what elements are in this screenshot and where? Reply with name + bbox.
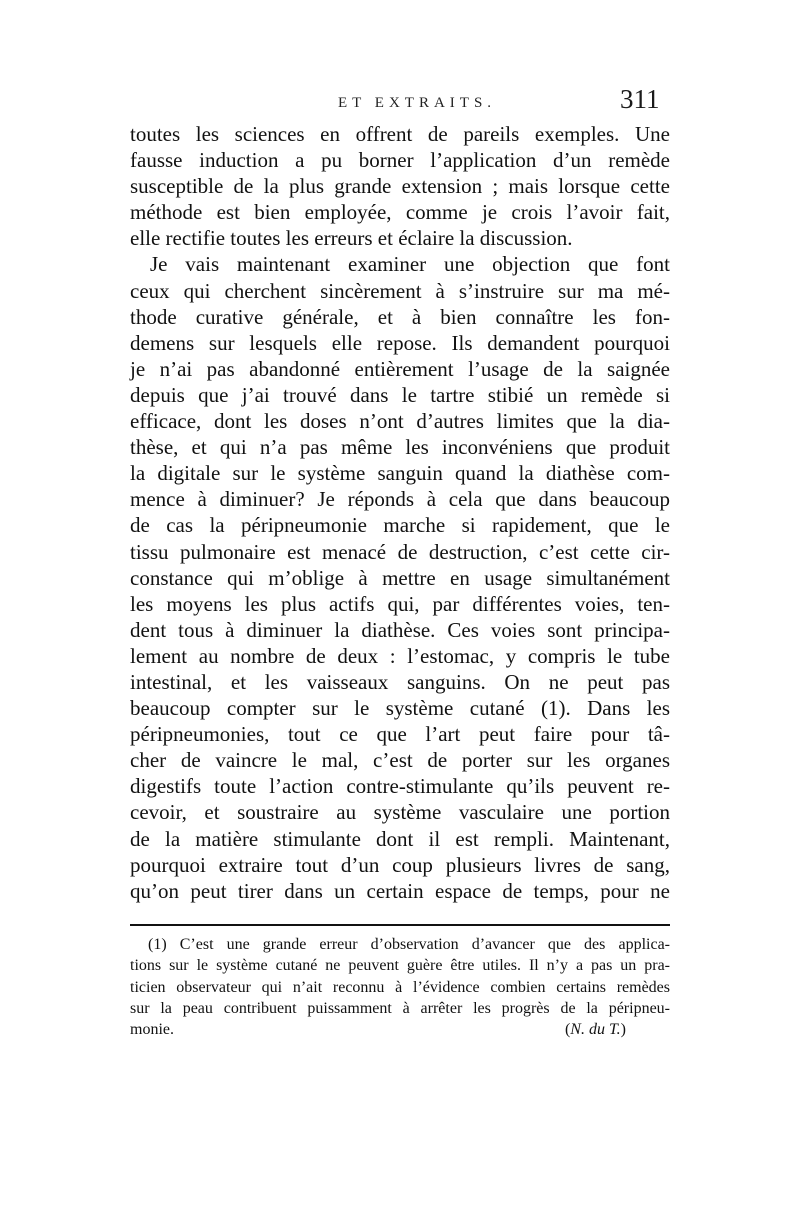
credit-open: ( — [564, 1021, 571, 1039]
text-line: thode curative générale, et à bien connaître les fon- — [130, 304, 670, 329]
text-line: les moyens les plus actifs qui, par différentes voies, ten- — [130, 591, 670, 616]
translator-credit — [565, 1019, 626, 1040]
credit-close: ) — [620, 1021, 626, 1039]
text-line: qu’on peut tirer dans un certain espace de temps, pour ne — [130, 878, 670, 903]
footnote-line: sur la peau contribuent puissamment à arrêter les progrès de la péripneu- — [130, 999, 670, 1017]
text-line: intestinal, et les vaisseaux sanguins. On ne peut pas — [130, 669, 670, 694]
footnote-line: (1) C’est une grande erreur d’observation d’avancer que des applica- — [148, 936, 670, 953]
footnote-rule — [130, 924, 670, 926]
text-line: elle rectifie toutes les erreurs et éclaire la discussion. — [130, 226, 573, 251]
text-line: ceux qui cherchent sincèrement à s’instruire sur ma mé- — [130, 278, 670, 303]
text-line: demens sur lesquels elle repose. Ils demandent pourquoi — [130, 330, 670, 355]
text-line: fausse induction a pu borner l’application d’un remède — [130, 148, 670, 173]
footnote-line: ticien observateur qui n’ait reconnu à l’évidence combien certains remèdes — [130, 978, 670, 996]
footnote-last-line — [130, 1019, 670, 1040]
text-line: digestifs toute l’action contre-stimulante qu’ils peuvent re- — [130, 774, 670, 799]
text-line: pourquoi extraire tout d’un coup plusieurs livres de sang, — [130, 852, 670, 877]
footnote-line: monie. — [130, 1021, 174, 1039]
text-line: thèse, et qui n’a pas même les inconvéniens que produit — [130, 435, 670, 460]
text-line: la digitale sur le système sanguin quand la diathèse com- — [130, 461, 670, 486]
page-number: 311 — [620, 84, 660, 114]
text-line: de cas la péripneumonie marche si rapidement, que le — [130, 513, 670, 538]
body-text — [130, 121, 670, 904]
running-head: ET EXTRAITS. — [338, 95, 497, 111]
paragraph-start-line: Je vais maintenant examiner une objection que font — [150, 252, 670, 277]
footnote-line: tions sur le système cutané ne peuvent guère être utiles. Il n’y a pas un pra- — [130, 957, 670, 975]
text-line: mence à diminuer? Je réponds à cela que dans beaucoup — [130, 487, 670, 512]
text-line: dent tous à diminuer la diathèse. Ces voies sont principa- — [130, 617, 670, 642]
footnote — [130, 934, 670, 1040]
text-line: susceptible de la plus grande extension ; mais lorsque cette — [130, 174, 670, 199]
text-line: je n’ai pas abandonné entièrement l’usage de la saignée — [130, 356, 670, 381]
text-line: de la matière stimulante dont il est rempli. Maintenant, — [130, 826, 670, 851]
credit-text: N. du T. — [570, 1021, 621, 1039]
text-line: péripneumonies, tout ce que l’art peut faire pour tâ- — [130, 722, 670, 747]
text-line: méthode est bien employée, comme je crois l’avoir fait, — [130, 200, 670, 225]
text-line: tissu pulmonaire est menacé de destruction, c’est cette cir- — [130, 539, 670, 564]
text-line: toutes les sciences en offrent de pareils exemples. Une — [130, 122, 670, 146]
text-line: depuis que j’ai trouvé dans le tartre stibié un remède si — [130, 382, 670, 407]
text-line: constance qui m’oblige à mettre en usage simultanément — [130, 565, 670, 590]
text-line: beaucoup compter sur le système cutané (1). Dans les — [130, 696, 670, 721]
text-line: efficace, dont les doses n’ont d’autres limites que la dia- — [130, 409, 670, 434]
text-line: cher de vaincre le mal, c’est de porter sur les organes — [130, 748, 670, 773]
text-line: cevoir, et soustraire au système vasculaire une portion — [130, 800, 670, 825]
text-line: lement au nombre de deux : l’estomac, y compris le tube — [130, 643, 670, 668]
